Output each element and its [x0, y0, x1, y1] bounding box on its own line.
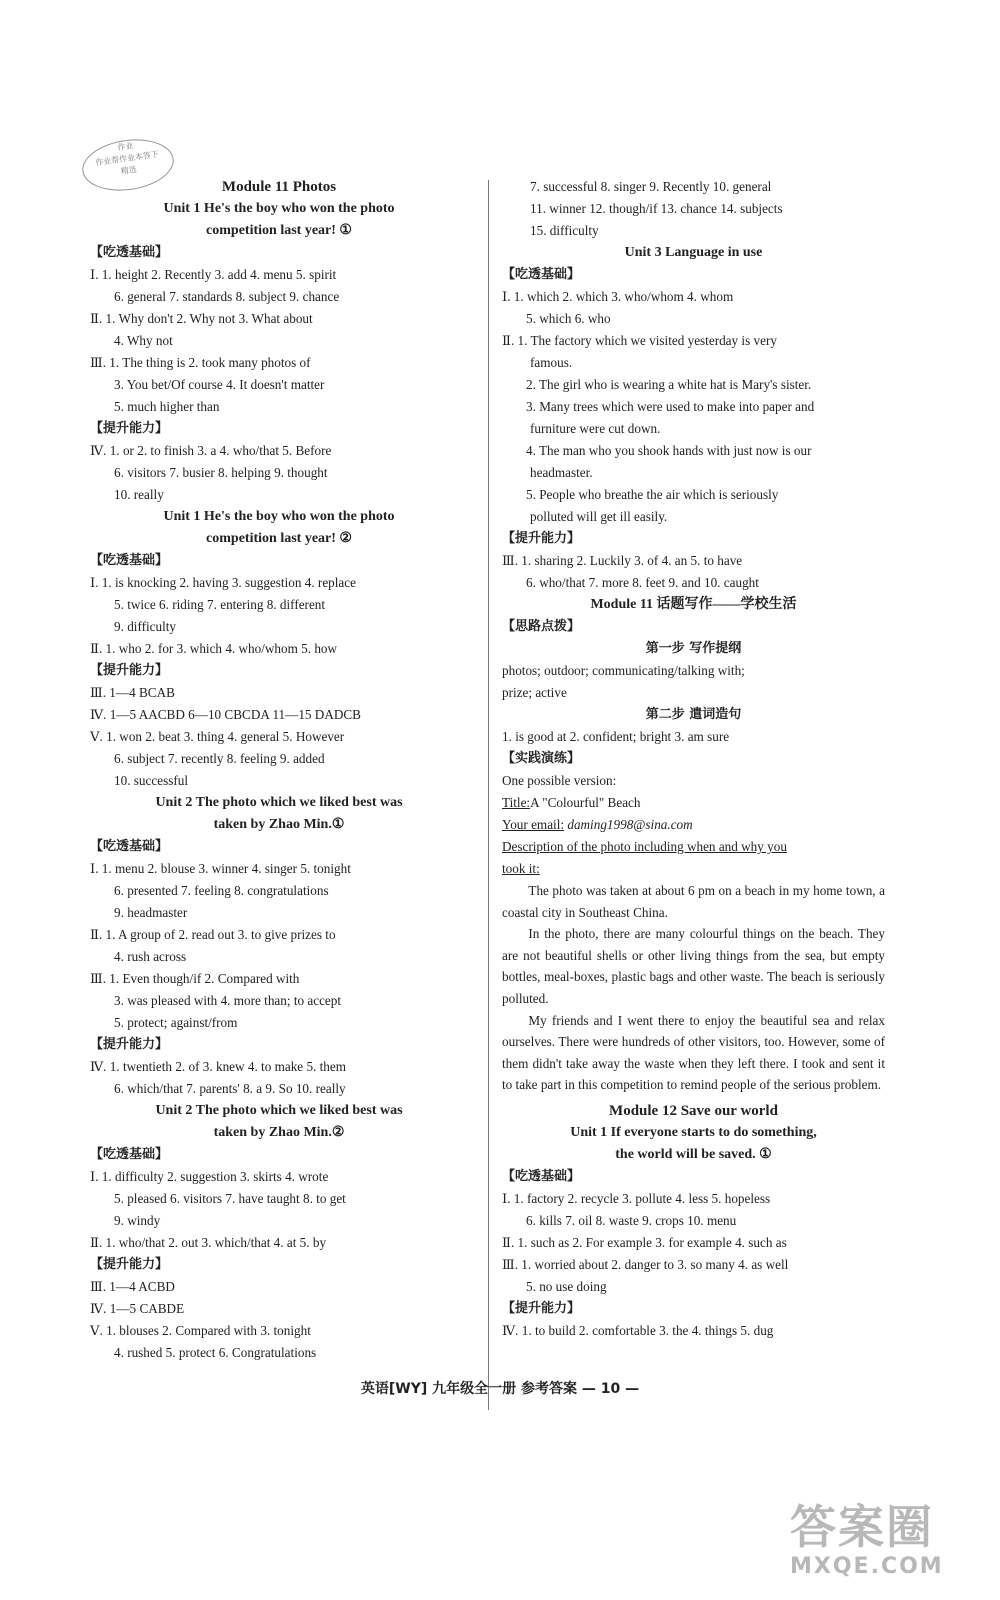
- answer-line: 6. which/that 7. parents' 8. a 9. So 10. really: [114, 1081, 346, 1096]
- email-value: daming1998@sina.com: [567, 817, 693, 832]
- answer-line: 3. You bet/Of course 4. It doesn't matter: [114, 377, 325, 392]
- section-label: 【吃透基础】: [90, 553, 169, 568]
- watermark-url: MXQE.COM: [790, 1554, 944, 1579]
- m12-unit1-title-1: Unit 1 If everyone starts to do something,: [570, 1124, 817, 1140]
- answer-line: 4. rush across: [114, 949, 187, 964]
- answer-line: headmaster.: [530, 465, 593, 480]
- essay-title-line: [502, 792, 885, 814]
- answer-line: 5. much higher than: [114, 399, 220, 414]
- essay-paragraph-2: In the photo, there are many colourful things on the beach. They are not beautiful shells or other living things from the sea, but empty bottles, meal-boxes, plastic bags and other waste. The beach is seriously polluted.: [502, 926, 885, 1006]
- answer-line: 5. pleased 6. visitors 7. have taught 8. to get: [114, 1191, 346, 1206]
- answer-line: 6. kills 7. oil 8. waste 9. crops 10. menu: [526, 1212, 737, 1228]
- answer-line: Ⅲ. 1—4 BCAB: [90, 685, 175, 700]
- answer-line: polluted will get ill easily.: [530, 509, 668, 524]
- unit2-b-title-1: Unit 2 The photo which we liked best was: [155, 1103, 403, 1118]
- stamp-line-2: 作业帮作业本答下: [94, 149, 160, 168]
- unit2-b-title-2: taken by Zhao Min.②: [213, 1125, 345, 1140]
- answer-line: Ⅲ. 1—4 ACBD: [90, 1279, 175, 1294]
- watermark-text: 答案圈: [790, 1500, 934, 1554]
- section-label: 【提升能力】: [502, 531, 581, 546]
- unit1-a-title-1: Unit 1 He's the boy who won the photo: [163, 201, 395, 216]
- section-label: 【提升能力】: [502, 1300, 581, 1316]
- answer-line: furniture were cut down.: [530, 421, 661, 436]
- email-label: Your email:: [502, 817, 565, 832]
- section-label: 【吃透基础】: [90, 245, 169, 260]
- answer-line: 6. presented 7. feeling 8. congratulations: [114, 883, 329, 898]
- answer-line: 11. winner 12. though/if 13. chance 14. subjects: [530, 201, 783, 216]
- answer-line: Ⅱ. 1. such as 2. For example 3. for example 4. such as: [502, 1234, 787, 1250]
- stamp-line-1: 作业: [116, 141, 134, 153]
- answer-line: Ⅲ. 1. The thing is 2. took many photos of: [90, 355, 311, 370]
- section-label: 【提升能力】: [90, 1037, 169, 1052]
- answer-line: 9. headmaster: [114, 905, 188, 920]
- answer-line: Ⅱ. 1. The factory which we visited yesterday is very: [502, 333, 777, 348]
- answer-line: 15. difficulty: [530, 223, 599, 238]
- module-11-title: Module 11 Photos: [221, 179, 337, 195]
- answer-line: 6. who/that 7. more 8. feet 9. and 10. caught: [526, 575, 759, 590]
- step-2-title: 第二步 遣词造句: [645, 707, 742, 722]
- essay-body: [502, 880, 885, 1096]
- module-12-title: Module 12 Save our world: [609, 1102, 778, 1119]
- answer-line: Ⅱ. 1. Why don't 2. Why not 3. What about: [90, 311, 313, 326]
- answer-line: Ⅴ. 1. won 2. beat 3. thing 4. general 5. However: [90, 729, 345, 744]
- answer-line: 7. successful 8. singer 9. Recently 10. general: [530, 179, 772, 194]
- answer-line: 5. which 6. who: [526, 311, 611, 326]
- answer-line: Ⅰ. 1. menu 2. blouse 3. winner 4. singer 5. tonight: [90, 861, 351, 876]
- answer-line: 4. The man who you shook hands with just now is our: [526, 443, 812, 458]
- answer-line: Ⅳ. 1. to build 2. comfortable 3. the 4. things 5. dug: [502, 1322, 774, 1338]
- email-line: [502, 814, 885, 836]
- unit1-b-title-2: competition last year! ②: [206, 531, 352, 546]
- right-column: [502, 176, 885, 1342]
- answer-line: Ⅳ. 1—5 AACBD 6—10 CBCDA 11—15 DADCB: [90, 707, 361, 722]
- answer-line: 5. protect; against/from: [114, 1015, 238, 1030]
- answer-line: Ⅲ. 1. worried about 2. danger to 3. so many 4. as well: [502, 1256, 789, 1272]
- description-line-2: took it:: [502, 861, 540, 876]
- stamp-line-3: 精选: [120, 164, 138, 177]
- answer-line: 10. successful: [114, 773, 188, 788]
- answer-line: Ⅰ. 1. factory 2. recycle 3. pollute 4. less 5. hopeless: [502, 1190, 771, 1206]
- answer-line: 5. twice 6. riding 7. entering 8. different: [114, 597, 326, 612]
- title-label: Title:: [502, 795, 531, 810]
- page-footer: 英语[WY] 九年级全一册 参考答案 — 10 —: [360, 1381, 640, 1397]
- unit1-b-title-1: Unit 1 He's the boy who won the photo: [163, 509, 395, 524]
- answer-line: 10. really: [114, 487, 164, 502]
- answer-line: 1. is good at 2. confident; bright 3. am sure: [502, 729, 730, 744]
- unit3-title: Unit 3 Language in use: [624, 245, 763, 260]
- answer-line: Ⅳ. 1. or 2. to finish 3. a 4. who/that 5. Before: [90, 443, 332, 458]
- unit2-a-title-2: taken by Zhao Min.①: [213, 817, 345, 832]
- section-label: 【提升能力】: [90, 663, 169, 678]
- answer-line: 6. general 7. standards 8. subject 9. chance: [114, 289, 340, 304]
- answer-line: photos; outdoor; communicating/talking with;: [502, 663, 745, 678]
- answer-line: Ⅲ. 1. sharing 2. Luckily 3. of 4. an 5. to have: [502, 553, 743, 568]
- section-label: 【实践演练】: [502, 751, 581, 766]
- answer-line: prize; active: [502, 685, 567, 700]
- essay-paragraph-1: The photo was taken at about 6 pm on a beach in my home town, a coastal city in Southeast China.: [502, 883, 885, 920]
- answer-line: 9. windy: [114, 1213, 161, 1228]
- section-label: 【吃透基础】: [502, 267, 581, 282]
- answer-line: 4. Why not: [114, 333, 173, 348]
- title-value: A "Colourful" Beach: [530, 795, 641, 810]
- answer-line: famous.: [530, 355, 573, 370]
- answer-line: 9. difficulty: [114, 619, 177, 634]
- answer-line: Ⅱ. 1. who/that 2. out 3. which/that 4. at 5. by: [90, 1235, 327, 1250]
- step-1-title: 第一步 写作提纲: [645, 641, 742, 656]
- answer-line: Ⅰ. 1. height 2. Recently 3. add 4. menu 5. spirit: [90, 267, 337, 282]
- left-column: [90, 176, 468, 1364]
- answer-line: 5. no use doing: [526, 1278, 607, 1294]
- answer-line: 5. People who breathe the air which is seriously: [526, 487, 779, 502]
- answer-line: One possible version:: [502, 773, 617, 788]
- section-label: 【思路点拨】: [502, 619, 581, 634]
- answer-line: Ⅲ. 1. Even though/if 2. Compared with: [90, 971, 300, 986]
- unit1-a-title-2: competition last year! ①: [206, 223, 352, 238]
- answer-line: Ⅴ. 1. blouses 2. Compared with 3. tonight: [90, 1323, 311, 1338]
- watermark-logo: [790, 1500, 980, 1590]
- column-divider: [488, 180, 489, 1410]
- answer-line: Ⅳ. 1—5 CABDE: [90, 1301, 185, 1316]
- answer-line: Ⅰ. 1. difficulty 2. suggestion 3. skirts 4. wrote: [90, 1169, 329, 1184]
- answer-line: 4. rushed 5. protect 6. Congratulations: [114, 1345, 317, 1360]
- answer-line: Ⅰ. 1. which 2. which 3. who/whom 4. whom: [502, 289, 734, 304]
- answer-line: 6. visitors 7. busier 8. helping 9. thought: [114, 465, 328, 480]
- answer-line: Ⅱ. 1. who 2. for 3. which 4. who/whom 5. how: [90, 641, 338, 656]
- answer-line: 2. The girl who is wearing a white hat is Mary's sister.: [526, 377, 812, 392]
- section-label: 【吃透基础】: [90, 839, 169, 854]
- answer-line: Ⅰ. 1. is knocking 2. having 3. suggestion 4. replace: [90, 575, 356, 590]
- unit2-a-title-1: Unit 2 The photo which we liked best was: [155, 795, 403, 810]
- section-label: 【提升能力】: [90, 421, 169, 436]
- answer-line: 3. was pleased with 4. more than; to accept: [114, 993, 342, 1008]
- m12-unit1-title-2: the world will be saved. ①: [615, 1146, 772, 1162]
- answer-line: Ⅳ. 1. twentieth 2. of 3. knew 4. to make 5. them: [90, 1059, 346, 1074]
- section-label: 【吃透基础】: [502, 1168, 581, 1184]
- section-label: 【吃透基础】: [90, 1147, 169, 1162]
- writing-title: Module 11 话题写作——学校生活: [590, 597, 797, 612]
- answer-line: 3. Many trees which were used to make into paper and: [526, 399, 815, 414]
- section-label: 【提升能力】: [90, 1257, 169, 1272]
- essay-paragraph-3: My friends and I went there to enjoy the beautiful sea and relax ourselves. There were hundreds of other visitors, too. However, some of them didn't take away the waste when they left there. I took and sent it to take part in this competition to remind people of the serious problem.: [502, 1012, 885, 1093]
- answer-line: Ⅱ. 1. A group of 2. read out 3. to give prizes to: [90, 927, 336, 942]
- description-line-1: Description of the photo including when and why you: [502, 839, 787, 854]
- answer-line: 6. subject 7. recently 8. feeling 9. added: [114, 751, 325, 766]
